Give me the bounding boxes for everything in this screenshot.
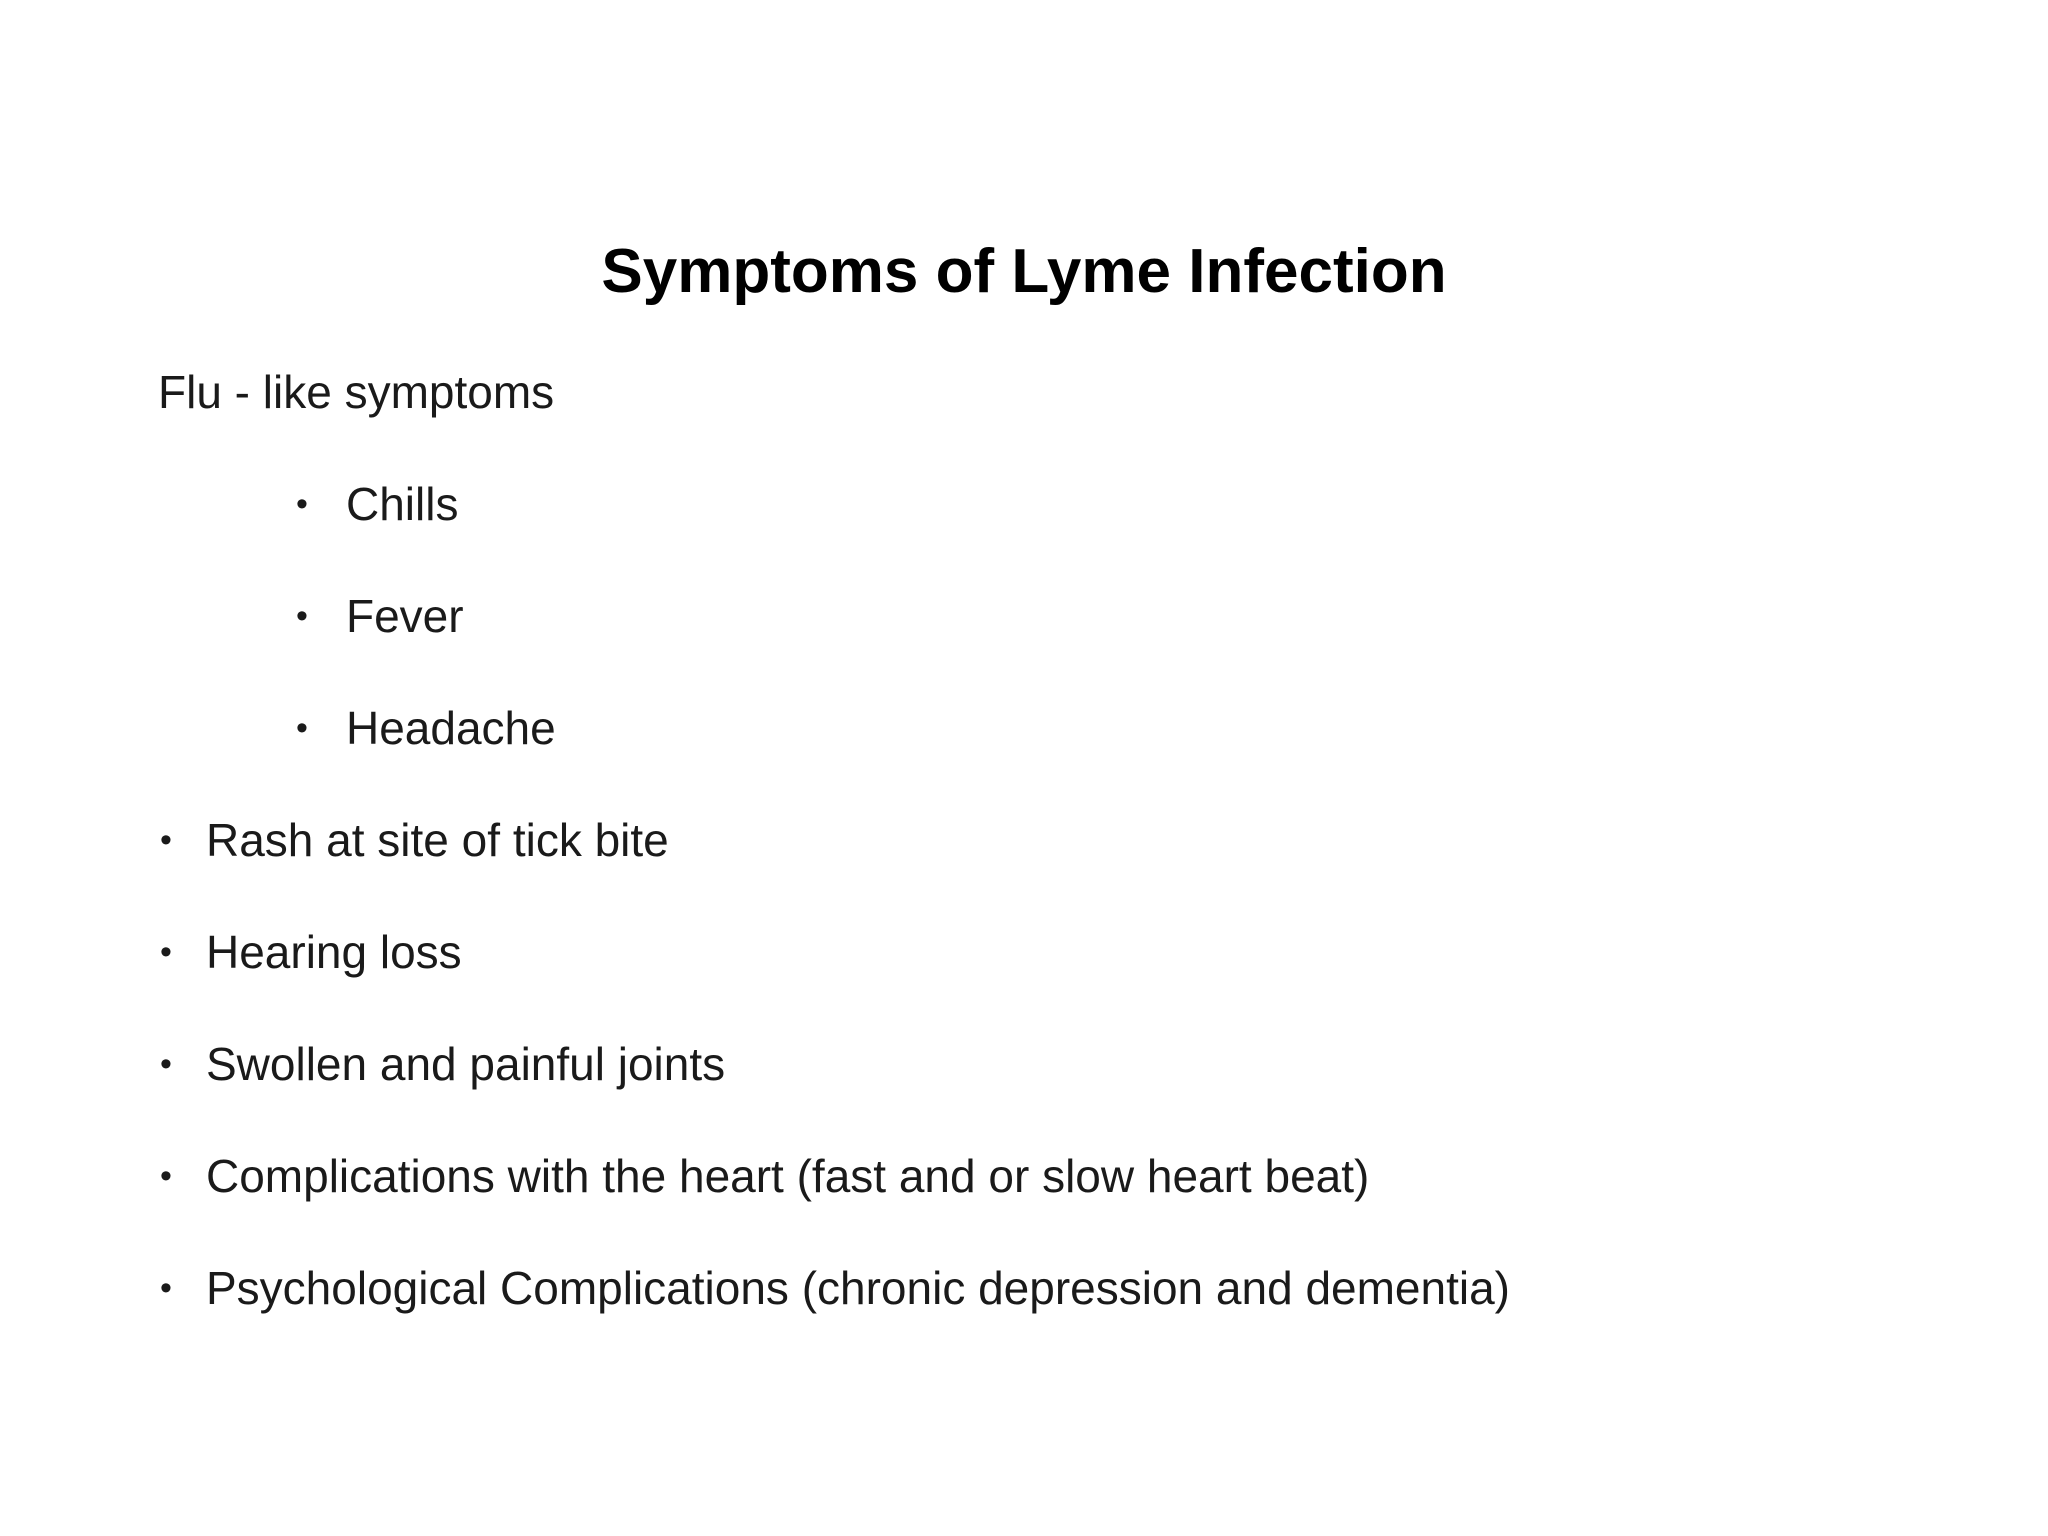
- intro-text: Flu - like symptoms: [158, 366, 555, 418]
- list-item-psychological: [160, 1258, 1510, 1318]
- list-item-label: Hearing loss: [206, 926, 462, 978]
- list-item-hearing-loss: [160, 922, 462, 982]
- bullet-icon: •: [296, 709, 308, 747]
- list-item-rash: [160, 810, 669, 870]
- sub-list-item-fever: [296, 586, 464, 646]
- list-item-label: Swollen and painful joints: [206, 1038, 726, 1090]
- bullet-icon: •: [160, 1269, 172, 1307]
- sub-list-item-label: Chills: [346, 478, 459, 530]
- list-item-label: Psychological Complications (chronic depression and dementia): [206, 1262, 1510, 1314]
- sub-list-item-label: Headache: [346, 702, 556, 754]
- sub-list-item-label: Fever: [346, 590, 464, 642]
- bullet-icon: •: [160, 1045, 172, 1083]
- page-title: Symptoms of Lyme Infection: [601, 237, 1447, 306]
- bullet-icon: •: [160, 1157, 172, 1195]
- bullet-icon: •: [160, 933, 172, 971]
- sub-list-item-headache: [296, 698, 556, 758]
- list-item-label: Complications with the heart (fast and or slow heart beat): [206, 1150, 1370, 1202]
- list-item-label: Rash at site of tick bite: [206, 814, 669, 866]
- bullet-icon: •: [296, 597, 308, 635]
- bullet-icon: •: [296, 485, 308, 523]
- sub-list-item-chills: [296, 474, 459, 534]
- bullet-icon: •: [160, 821, 172, 859]
- list-item-joints: [160, 1034, 726, 1094]
- list-item-heart: [160, 1146, 1370, 1206]
